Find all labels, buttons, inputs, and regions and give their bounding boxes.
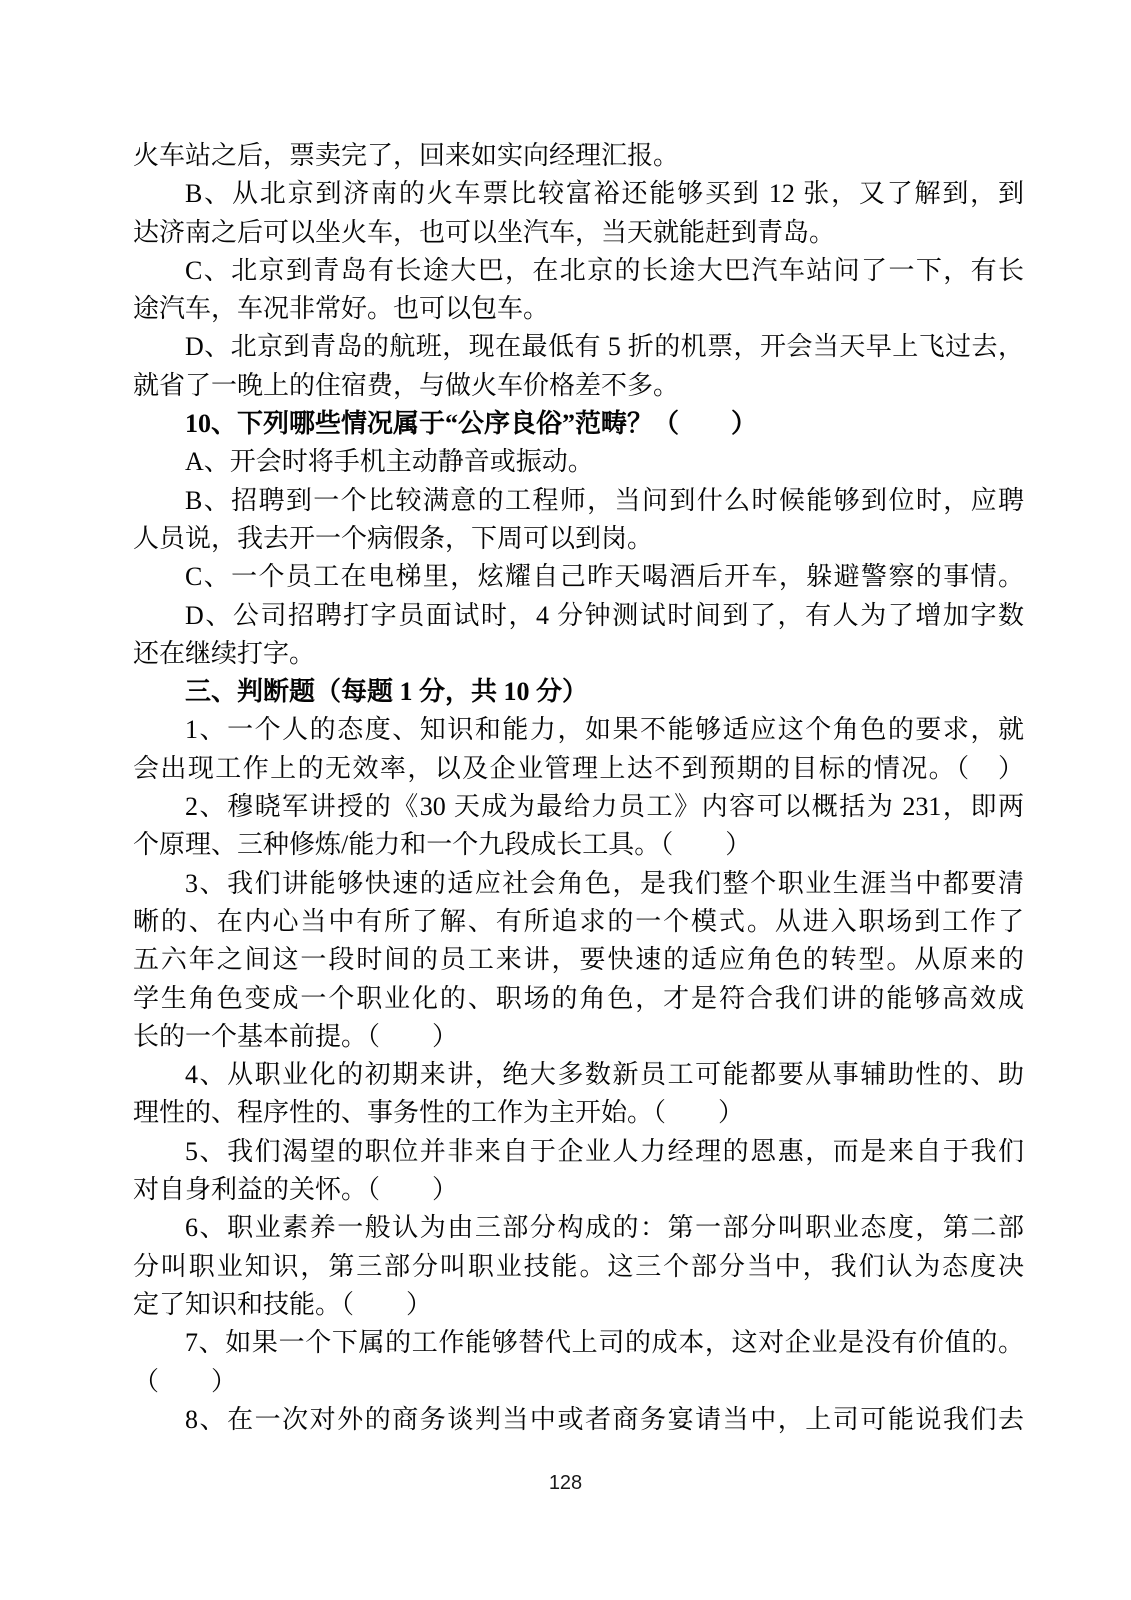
- text-line: 理性的、程序性的、事务性的工作为主开始。（ ）: [133, 1098, 745, 1128]
- text-line: 达济南之后可以坐火车，也可以坐汽车，当天就能赶到青岛。: [133, 217, 836, 247]
- text-line: 2、穆晓军讲授的《30 天成为最给力员工》内容可以概括为 231，即两: [185, 792, 1024, 822]
- text-line: 3、我们讲能够快速的适应社会角色，是我们整个职业生涯当中都要清: [185, 868, 1024, 898]
- text-line: 还在继续打字。: [133, 638, 316, 668]
- text-line: 三、判断题（每题 1 分，共 10 分）: [185, 677, 589, 707]
- text-line: 1、一个人的态度、知识和能力，如果不能够适应这个角色的要求，就: [185, 715, 1024, 745]
- text-line: B、招聘到一个比较满意的工程师，当问到什么时候能够到位时，应聘: [185, 485, 1024, 515]
- text-line: D、北京到青岛的航班，现在最低有 5 折的机票，开会当天早上飞过去，: [185, 332, 1024, 362]
- text-line: 7、如果一个下属的工作能够替代上司的成本，这对企业是没有价值的。: [185, 1328, 1024, 1358]
- text-line: 就省了一晚上的住宿费，与做火车价格差不多。: [133, 370, 680, 400]
- text-line: （ ）: [133, 1366, 238, 1396]
- text-line: 五六年之间这一段时间的员工来讲，要快速的适应角色的转型。从原来的: [133, 945, 1024, 975]
- text-line: 10、下列哪些情况属于“公序良俗”范畴？（ ）: [185, 409, 758, 439]
- text-line: 长的一个基本前提。（ ）: [133, 1021, 459, 1051]
- text-line: 会出现工作上的无效率，以及企业管理上达不到预期的目标的情况。（ ）: [133, 753, 1024, 783]
- text-line: 4、从职业化的初期来讲，绝大多数新员工可能都要从事辅助性的、助: [185, 1060, 1024, 1090]
- page-number: 128: [548, 1472, 583, 1494]
- text-line: 火车站之后，票卖完了，回来如实向经理汇报。: [133, 141, 680, 170]
- text-line: 晰的、在内心当中有所了解、有所追求的一个模式。从进入职场到工作了: [133, 906, 1024, 936]
- text-line: 途汽车，车况非常好。也可以包车。: [133, 294, 550, 324]
- text-line: A、开会时将手机主动静音或振动。: [185, 447, 594, 477]
- text-line: 对自身利益的关怀。（ ）: [133, 1175, 459, 1205]
- text-line: 分叫职业知识，第三部分叫职业技能。这三个部分当中，我们认为态度决: [133, 1251, 1024, 1281]
- text-line: B、从北京到济南的火车票比较富裕还能够买到 12 张，又了解到，到: [185, 179, 1024, 209]
- text-line: 5、我们渴望的职位并非来自于企业人力经理的恩惠，而是来自于我们: [185, 1136, 1024, 1166]
- text-line: C、北京到青岛有长途大巴，在北京的长途大巴汽车站问了一下，有长: [185, 255, 1024, 285]
- document-body: [133, 137, 1024, 1439]
- text-line: 人员说，我去开一个病假条，下周可以到岗。: [133, 523, 654, 553]
- text-line: C、一个员工在电梯里，炫耀自己昨天喝酒后开车，躲避警察的事情。: [185, 562, 1024, 592]
- text-line: 个原理、三种修炼/能力和一个九段成长工具。（ ）: [133, 830, 752, 860]
- text-line: 8、在一次对外的商务谈判当中或者商务宴请当中，上司可能说我们去: [185, 1404, 1024, 1434]
- text-line: 定了知识和技能。（ ）: [133, 1289, 433, 1319]
- text-line: 6、职业素养一般认为由三部分构成的：第一部分叫职业态度，第二部: [185, 1213, 1024, 1243]
- text-line: 学生角色变成一个职业化的、职场的角色，才是符合我们讲的能够高效成: [133, 983, 1024, 1013]
- text-line: D、公司招聘打字员面试时，4 分钟测试时间到了，有人为了增加字数: [185, 600, 1024, 630]
